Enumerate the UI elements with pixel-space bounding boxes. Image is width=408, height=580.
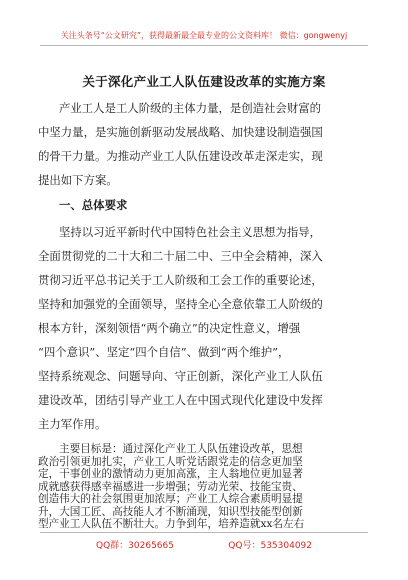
qq-group-text: QQ群：30265665	[96, 541, 174, 551]
paragraph-line: 定，干事创业的激情动力更加高涨，主人翁地位更加显著	[38, 468, 303, 480]
paragraph-line: 的骨干力量。为推动产业工人队伍建设改革走深走实，现	[38, 149, 323, 163]
header-promo-note: 关注头条号“公文研究”，获得最新最全最专业的公文资料库！ 微信：gongwenyj	[60, 31, 348, 40]
paragraph-line: 根本方针，深刻领悟“两个确立”的决定性意义，增强	[38, 321, 301, 335]
paragraph-line: 创造伟大的社会氛围更加浓厚；产业工人综合素质明显提	[38, 493, 303, 505]
header-divider	[40, 45, 368, 46]
paragraph-line: 坚持以习近平新时代中国特色社会主义思想为指导，	[59, 225, 321, 239]
paragraph-line: 升，大国工匠、高技能人才不断涌现，知识型技能型创新	[38, 505, 303, 518]
paragraph-line: 建设改革，团结引导产业工人在中国式现代化建设中发挥	[38, 393, 323, 407]
footer-contact	[96, 538, 312, 551]
paragraph-line: 坚持和加强党的全面领导，坚持全心全意依靠工人阶级的	[38, 297, 323, 311]
paragraph-line: 型产业工人队伍不断壮大。力争到年，培养造就xx名左右	[38, 518, 305, 530]
paragraph-line: 成就感获得感幸福感进一步增强；劳动光荣、技能宝贵、	[38, 480, 303, 493]
paragraph-line: 主力军作用。	[38, 417, 107, 431]
footer-divider	[40, 532, 368, 533]
section-heading: 一、总体要求	[59, 198, 128, 212]
paragraph-line: 坚持系统观念、问题导向、守正创新，深化产业工人队伍	[38, 369, 323, 383]
qq-number-text: QQ号：535304092	[228, 541, 312, 551]
paragraph-line: 产业工人是工人阶级的主体力量，是创造社会财富的	[59, 101, 321, 115]
document-title: 关于深化产业工人队伍建设改革的实施方案	[82, 74, 326, 89]
paragraph-line: 主要目标是：通过深化产业工人队伍建设改革，思想	[59, 443, 303, 455]
paragraph-line: 政治引领更加扎实，产业工人听党话跟党走的信念更加坚	[38, 455, 303, 468]
paragraph-line: 提出如下方案。	[38, 173, 118, 187]
paragraph-line: “四个意识”、坚定“四个自信”、做到“两个维护”，	[38, 345, 290, 359]
paragraph-line: 全面贯彻党的二十大和二十届二中、三中全会精神，深入	[38, 249, 323, 263]
paragraph-line: 中坚力量，是实施创新驱动发展战略、加快建设制造强国	[38, 125, 323, 139]
paragraph-line: 贯彻习近平总书记关于工人阶级和工会工作的重要论述，	[38, 273, 323, 287]
